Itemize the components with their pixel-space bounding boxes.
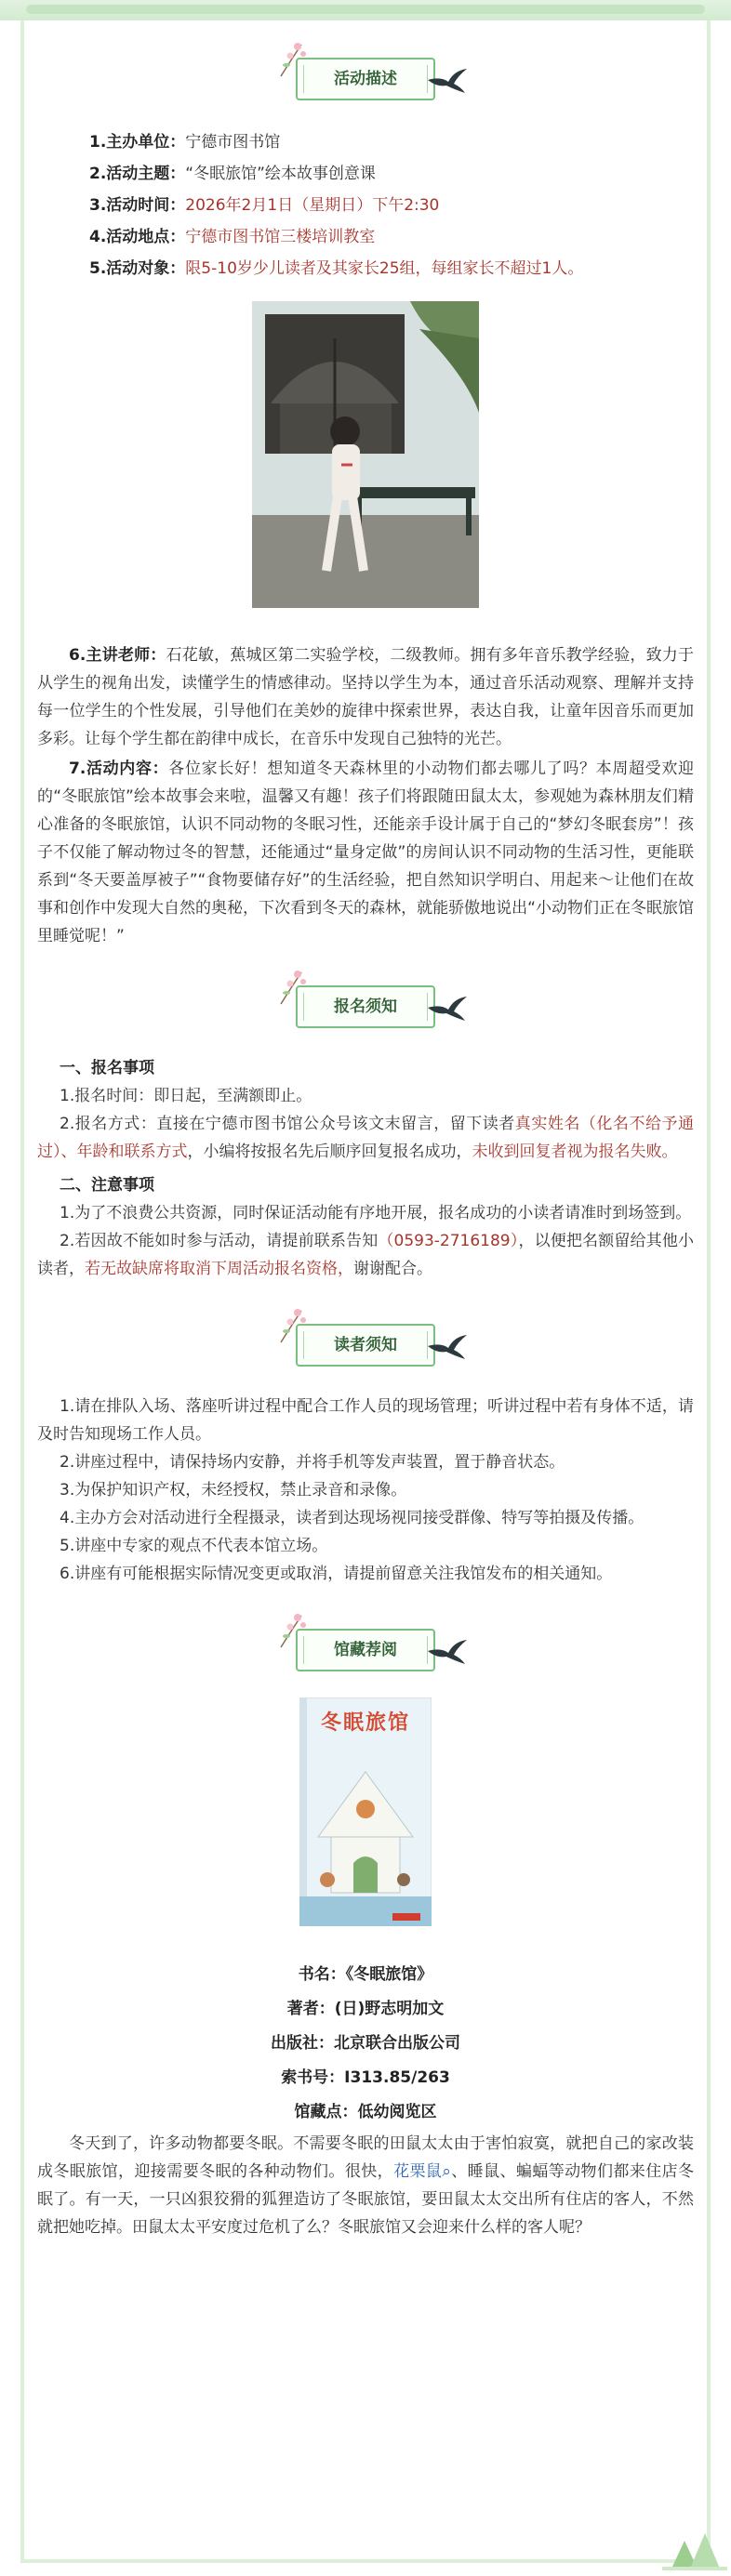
teacher-photo [252,301,479,608]
swallow-icon [426,1638,469,1666]
reader-rule: 4.主办方会对活动进行全程摄录，读者到达现场视同接受群像、特写等拍摄及传播。 [60,1509,645,1527]
info-organizer: 1.主办单位：宁德市图书馆 [89,133,281,152]
registration-heading: 一、报名事项 [60,1059,154,1077]
info-audience: 5.活动对象：限5-10岁少儿读者及其家长25组，每组家长不超过1人。 [89,259,584,278]
section-title-collection [277,1608,454,1683]
book-cover-title: 冬眠旅馆 [320,1711,410,1735]
swallow-icon [426,67,469,95]
reader-rule: 6.讲座有可能根据实际情况变更或取消，请提前留意关注我馆发布的相关通知。 [60,1565,613,1583]
section-title-box: 活动描述 [296,58,435,100]
swallow-icon [426,1333,469,1361]
reader-rule: 2.讲座过程中，请保持场内安静，并将手机等发声装置，置于静音状态。 [60,1453,565,1472]
search-link-chipmunk[interactable]: 花栗鼠 [393,2162,443,2181]
registration-time: 1.报名时间：即日起，至满额即止。 [60,1087,312,1105]
activity-info-list [37,126,694,284]
top-decor-bar [0,0,731,20]
section-title-box: 读者须知 [296,1324,435,1367]
reader-rule: 1.请在排队入场、落座听讲过程中配合工作人员的现场管理；听讲过程中若有身体不适，请及时告知现场工作人员。 [37,1397,694,1444]
teacher-paragraph: 6.主讲老师：石花敏，蕉城区第二实验学校，二级教师。拥有多年音乐教学经验，致力于从学生的视角出发，读懂学生的情感律动。坚持以学生为本，通过音乐活动观察、理解并支持每一位学生的个性发展，引导他们在美妙的旋律中探索世界，表达自我，让童年因音乐而更加多彩。让每个学生都在韵律中成长，在音乐中发现自己独特的光芒。 [37,646,695,748]
section-title-reader [277,1303,454,1378]
section-title-activity [277,37,454,112]
book-title: 书名：《冬眠旅馆》 [298,1965,433,1984]
book-summary: 冬天到了，许多动物都要冬眠。不需要冬眠的田鼠太太由于害怕寂寞，就把自己的家改装成冬眠旅馆，迎接需要冬眠的各种动物们。很快，花栗鼠⌕、睡鼠、蝙蝠等动物们都来住店冬眠了。有一天，一只凶狠狡猾的狐狸造访了冬眠旅馆，要田鼠太太交出所有住店的客人，不然就把她吃掉。田鼠太太平安度过危机了么？冬眠旅馆又会迎来什么样的客人呢？ [37,2134,695,2237]
corner-tree-icon [662,2520,727,2572]
teacher-photo-illustration [252,301,479,608]
notes-heading: 二、注意事项 [60,1176,154,1195]
bottom-border [20,2559,711,2563]
right-border [707,20,711,2559]
swallow-icon [426,995,469,1023]
book-cover [299,1698,432,1926]
reader-rule: 5.讲座中专家的观点不代表本馆立场。 [60,1537,328,1555]
book-author: 著者：(日)野志明加文 [286,2000,445,2018]
search-icon[interactable]: ⌕ [442,2162,451,2181]
section-title-registration [277,965,454,1039]
book-call-number: 索书号：I313.85/263 [281,2068,450,2087]
book-publisher: 出版社：北京联合出版公司 [271,2034,460,2053]
info-location: 4.活动地点：宁德市图书馆三楼培训教室 [89,228,376,246]
section-title-box: 馆藏荐阅 [296,1629,435,1671]
info-time: 3.活动时间：2026年2月1日（星期日）下午2:30 [89,196,440,215]
section-title-box: 报名须知 [296,985,435,1028]
note-1: 1.为了不浪费公共资源，同时保证活动能有序地开展，报名成功的小读者请准时到场签到。 [60,1204,692,1222]
left-border [20,20,24,2559]
note-2: 2.若因故不能如时参与活动，请提前联系告知（0593-2716189），以便把名额留给其他小读者，若无故缺席将取消下周活动报名资格，谢谢配合。 [37,1232,694,1278]
info-theme: 2.活动主题：“冬眠旅馆”绘本故事创意课 [89,165,376,183]
content-paragraph: 7.活动内容：各位家长好！想知道冬天森林里的小动物们都去哪儿了吗？本周超受欢迎的“冬眠旅馆”绘本故事会来啦，温馨又有趣！孩子们将跟随田鼠太太，参观她为森林朋友们精心准备的冬眠旅馆，认识不同动物的冬眠习性，还能亲手设计属于自己的“梦幻冬眠套房”！孩子不仅能了解动物过冬的智慧，还能通过“量身定做”的房间认识不同动物的生活习性，更能联系到“冬天要盖厚被子”“食物要储存好”的生活经验，把自然知识学明白、用起来～让他们在故事和创作中发现大自然的奥秘，下次看到冬天的森林，就能骄傲地说出“小动物们正在冬眠旅馆里睡觉呢！” [37,760,694,945]
book-location: 馆藏点：低幼阅览区 [294,2103,437,2121]
registration-method: 2.报名方式：直接在宁德市图书馆公众号该文末留言，留下读者真实姓名（化名不给予通过）、年龄和联系方式，小编将按报名先后顺序回复报名成功，未收到回复者视为报名失败。 [37,1115,695,1161]
article-content [37,37,694,2243]
reader-rule: 3.为保护知识产权，未经授权，禁止录音和录像。 [60,1481,407,1499]
